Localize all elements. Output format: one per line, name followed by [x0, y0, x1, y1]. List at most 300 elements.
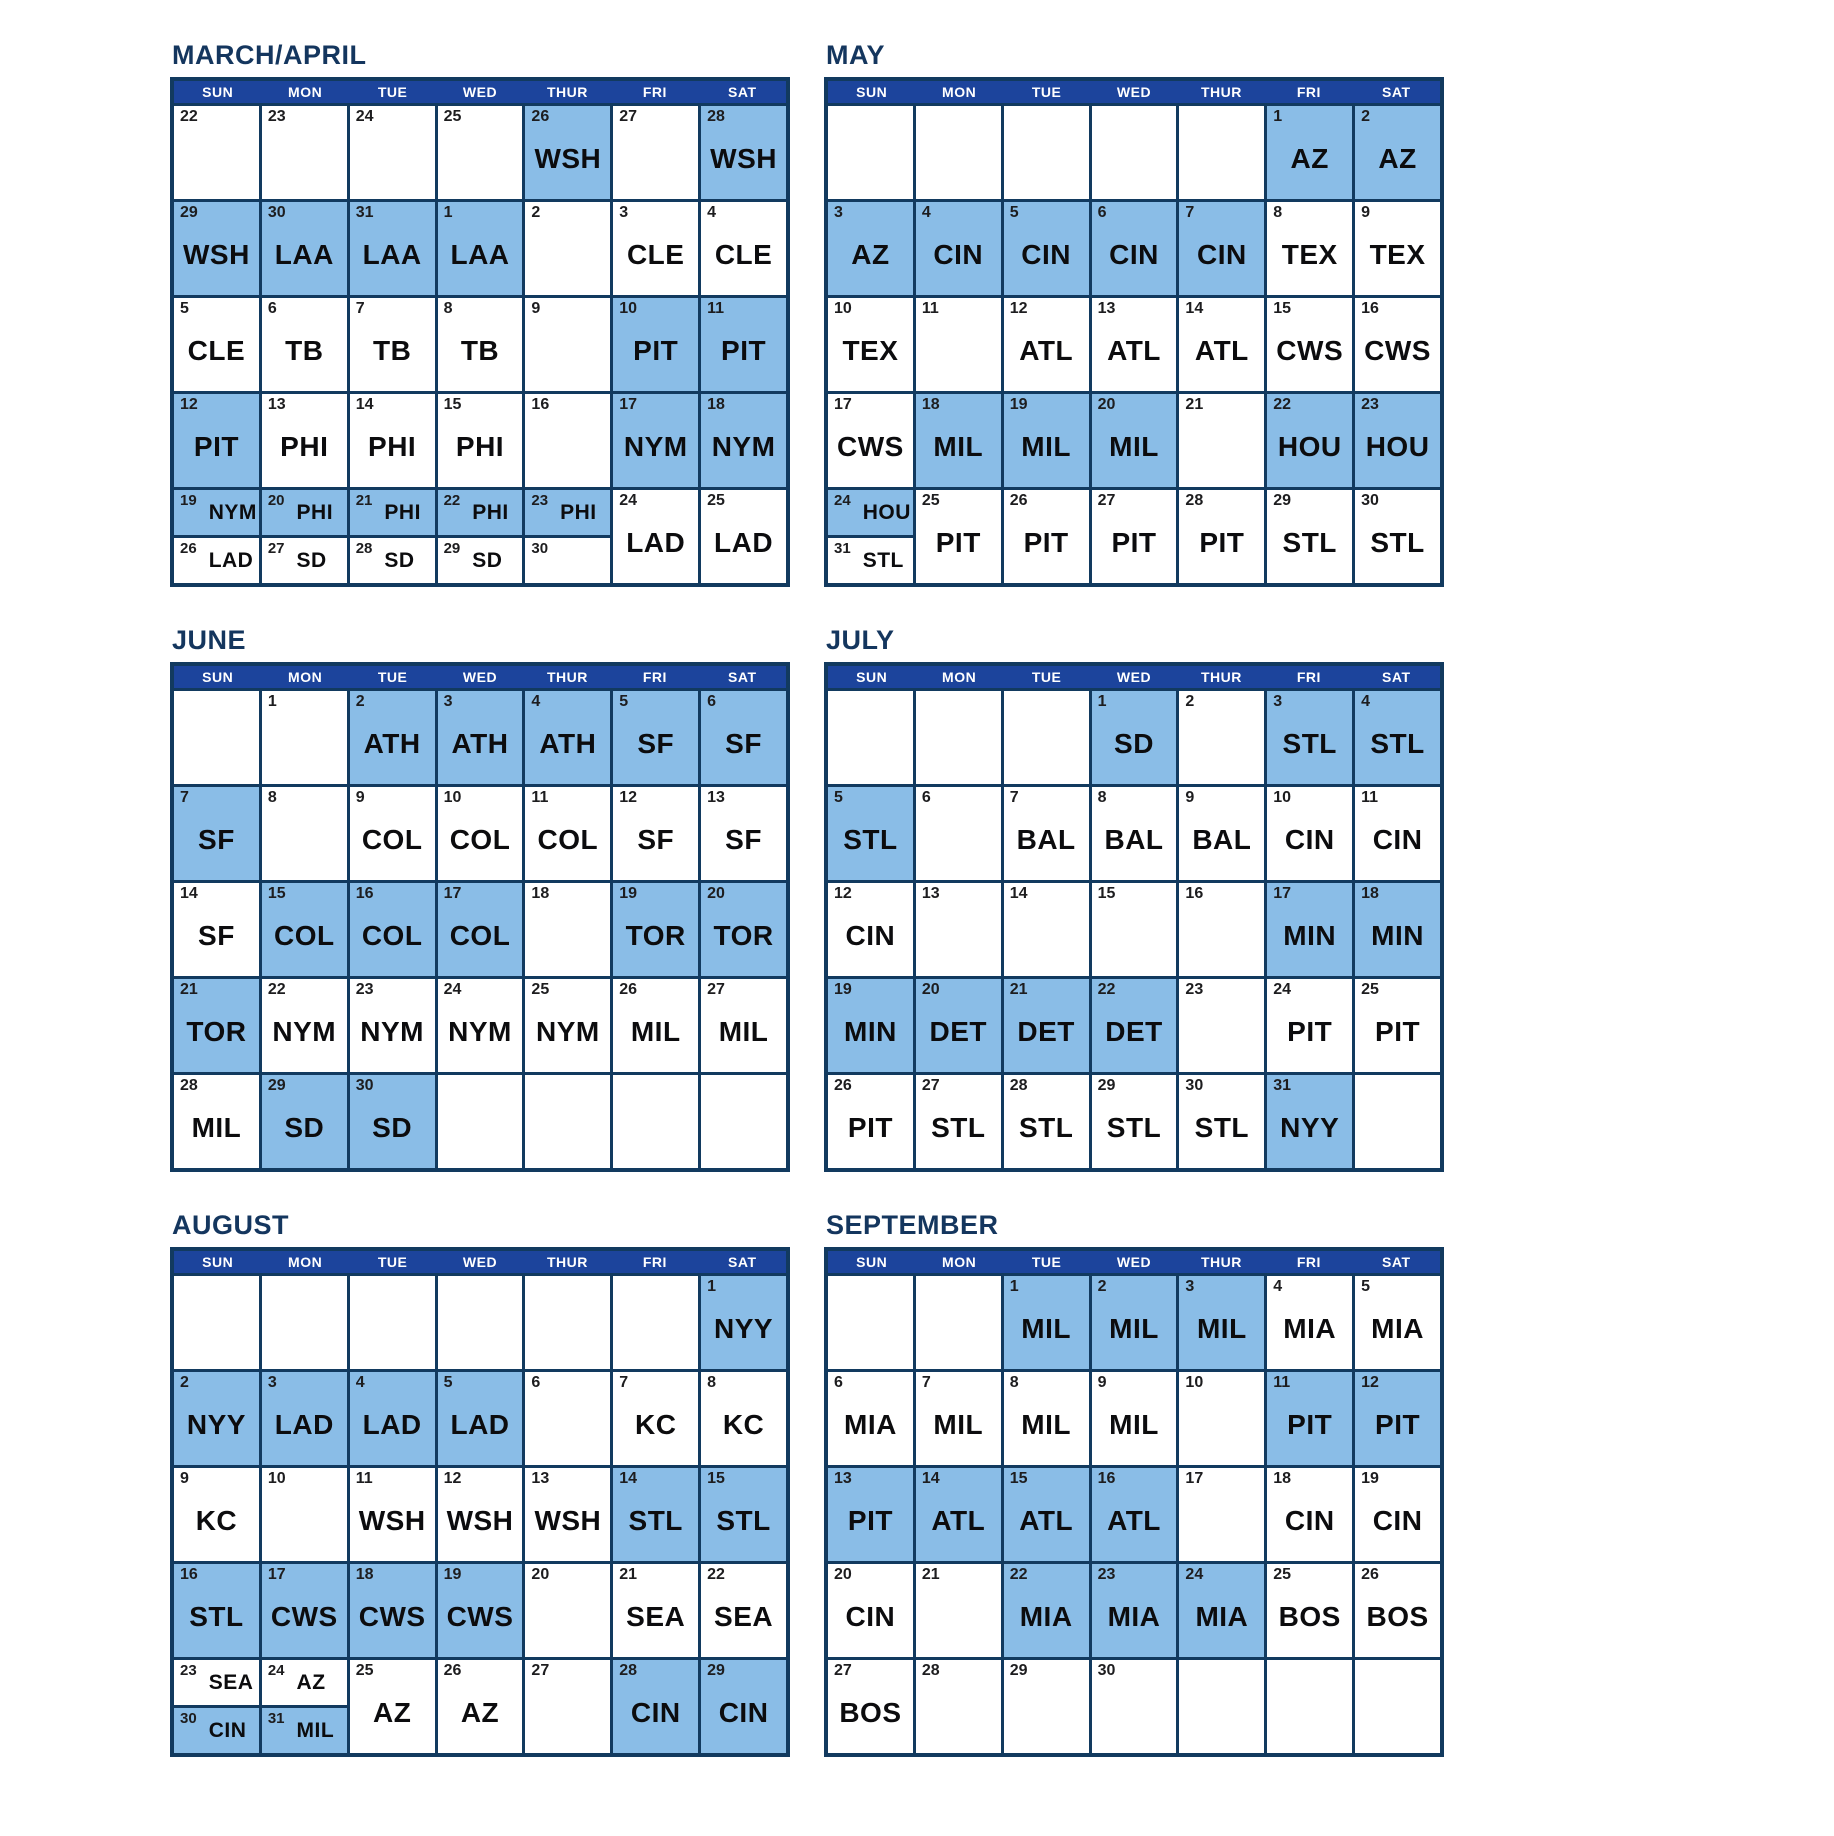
calendar-cell	[1267, 298, 1352, 391]
split-half-cell	[262, 1660, 347, 1705]
month-title: JULY	[826, 625, 895, 655]
day-number	[525, 1276, 610, 1296]
day-number: 29	[707, 1662, 725, 1679]
team-abbr: HOU	[1277, 430, 1342, 462]
weekday-label: TUE	[377, 84, 408, 100]
day-number: 14	[921, 1470, 940, 1487]
day-number: 8	[267, 789, 277, 806]
team-abbr: NYM	[272, 1015, 337, 1047]
calendar-cell	[828, 394, 913, 487]
team-abbr: TB	[372, 334, 412, 366]
weekday-header-row	[828, 1251, 1440, 1273]
calendar-cell	[916, 298, 1001, 391]
split-half-cell	[438, 490, 523, 535]
team-abbr: MIN	[844, 1015, 897, 1047]
weekday-label: WED	[1116, 669, 1152, 685]
calendar-cell	[1092, 490, 1177, 583]
day-number: 22	[1097, 981, 1116, 998]
day-number: 4	[1361, 693, 1371, 710]
team-abbr: MIA	[1283, 1312, 1337, 1344]
day-number: 25	[1273, 1566, 1292, 1583]
team-abbr: STL	[862, 549, 904, 572]
calendar-cell	[525, 1372, 610, 1465]
day-number: 20	[707, 885, 725, 902]
day-number: 26	[531, 108, 550, 125]
calendar-cell	[1179, 490, 1264, 583]
day-number: 11	[1273, 1374, 1291, 1391]
day-number: 11	[707, 300, 725, 317]
day-number: 18	[355, 1566, 374, 1583]
team-abbr: WSH	[183, 238, 250, 270]
calendar-cell	[1092, 1075, 1177, 1168]
team-abbr: ATH	[539, 727, 597, 759]
calendar-cell	[1267, 1660, 1352, 1753]
calendar-cell	[1267, 691, 1352, 784]
team-abbr: NYM	[623, 430, 688, 462]
team-abbr: CIN	[1021, 238, 1071, 270]
team-abbr: LAD	[362, 1408, 422, 1440]
weekday-label: WED	[1116, 84, 1152, 100]
team-abbr: TEX	[1281, 238, 1338, 270]
day-number: 8	[1009, 1374, 1019, 1391]
day-number: 28	[921, 1662, 940, 1679]
calendar-cell	[350, 1468, 435, 1561]
day-number: 10	[619, 300, 638, 317]
day-number: 12	[443, 1470, 462, 1487]
calendar-cell	[350, 1075, 435, 1168]
month-title: MARCH/APRIL	[172, 40, 367, 70]
calendar-cell	[828, 883, 913, 976]
day-number: 1	[1273, 108, 1283, 125]
team-abbr: TEX	[1369, 238, 1426, 270]
day-number	[350, 1276, 435, 1296]
day-number: 2	[1361, 108, 1371, 125]
day-number: 18	[531, 885, 550, 902]
calendar-cell	[438, 883, 523, 976]
team-abbr: HOU	[862, 501, 911, 524]
calendar-cell	[1092, 787, 1177, 880]
team-abbr	[350, 126, 435, 199]
day-number: 25	[355, 1662, 374, 1679]
day-number: 31	[267, 1710, 285, 1727]
calendar-cell	[1092, 202, 1177, 295]
calendar-cell	[613, 1564, 698, 1657]
season-schedule-calendar	[170, 42, 1444, 1757]
team-abbr: PHI	[280, 430, 329, 462]
day-number	[828, 1276, 913, 1296]
calendar-cell	[916, 1660, 1001, 1753]
day-number: 26	[619, 981, 638, 998]
team-abbr: TB	[285, 334, 324, 366]
day-number: 18	[1361, 885, 1379, 902]
split-half-cell	[174, 538, 259, 583]
weekday-label: SUN	[856, 1254, 888, 1270]
weekday-label: SAT	[728, 84, 757, 100]
team-abbr: PIT	[1287, 1015, 1333, 1047]
day-number: 26	[834, 1077, 852, 1094]
day-number: 2	[1097, 1278, 1107, 1295]
day-number: 20	[1097, 396, 1116, 413]
team-abbr: BOS	[1278, 1600, 1341, 1632]
calendar-cell	[1355, 787, 1440, 880]
team-abbr: SD	[296, 549, 327, 572]
day-number: 30	[1185, 1077, 1204, 1094]
day-number: 18	[707, 396, 725, 413]
day-number: 10	[834, 300, 852, 317]
calendar-cell	[1355, 979, 1440, 1072]
team-abbr: CIN	[718, 1696, 769, 1728]
calendar-cell	[174, 691, 259, 784]
day-number: 2	[355, 693, 365, 710]
calendar-cell	[1355, 1075, 1440, 1168]
calendar-cell	[350, 1372, 435, 1465]
day-number: 7	[921, 1374, 931, 1391]
team-abbr: ATL	[1107, 334, 1161, 366]
calendar-cell	[174, 883, 259, 976]
day-number: 11	[921, 300, 939, 317]
team-abbr	[525, 318, 610, 391]
day-number	[1355, 1660, 1440, 1680]
day-number: 12	[1009, 300, 1028, 317]
day-number: 1	[1097, 693, 1107, 710]
team-abbr: CIN	[1109, 238, 1159, 270]
team-abbr: LAD	[626, 526, 686, 558]
calendar-cell	[828, 1276, 913, 1369]
day-number	[916, 691, 1001, 711]
weekday-label: THUR	[546, 84, 588, 100]
team-abbr: STL	[1282, 727, 1337, 759]
day-number: 20	[531, 1566, 550, 1583]
day-number: 29	[267, 1077, 286, 1094]
calendar-cell	[438, 298, 523, 391]
calendar-cell	[1004, 202, 1089, 295]
weekday-label: TUE	[1031, 1254, 1062, 1270]
calendar-cell	[438, 1564, 523, 1657]
calendar-cell	[1355, 1564, 1440, 1657]
team-abbr: MIL	[1021, 430, 1071, 462]
calendar-cell	[262, 490, 347, 583]
day-number: 6	[1097, 204, 1107, 221]
team-abbr: CIN	[933, 238, 984, 270]
team-abbr: WSH	[358, 1504, 426, 1536]
team-abbr: MIA	[1195, 1600, 1249, 1632]
team-abbr	[525, 903, 610, 976]
team-abbr: CIN	[208, 1719, 247, 1742]
team-abbr: PHI	[560, 501, 597, 524]
calendar-cell	[350, 1660, 435, 1753]
day-number: 19	[443, 1566, 462, 1583]
day-number: 15	[267, 885, 286, 902]
team-abbr	[828, 711, 913, 784]
team-abbr: KC	[634, 1408, 677, 1440]
calendar-cell	[916, 787, 1001, 880]
team-abbr: MIL	[191, 1111, 242, 1143]
weekday-label: FRI	[1296, 84, 1321, 100]
calendar-cell	[1355, 106, 1440, 199]
day-number: 2	[180, 1374, 189, 1391]
day-number: 7	[619, 1374, 629, 1391]
team-abbr: COL	[361, 919, 423, 951]
team-abbr: STL	[189, 1600, 244, 1632]
day-number: 25	[707, 492, 725, 509]
calendar-cell	[1355, 883, 1440, 976]
day-number: 26	[443, 1662, 462, 1679]
calendar-cell	[1267, 1276, 1352, 1369]
day-number: 21	[921, 1566, 940, 1583]
team-abbr: ATL	[1194, 334, 1249, 366]
team-abbr	[1092, 903, 1177, 976]
day-number: 3	[619, 204, 629, 221]
team-abbr: TEX	[842, 334, 899, 366]
day-number: 23	[180, 1662, 197, 1679]
team-abbr: AZ	[1290, 142, 1329, 174]
team-abbr	[613, 126, 698, 199]
team-abbr	[174, 126, 259, 199]
team-abbr: SD	[372, 1111, 413, 1143]
calendar-cell	[1355, 691, 1440, 784]
calendar-cell	[1355, 298, 1440, 391]
day-number: 23	[355, 981, 374, 998]
team-abbr	[916, 807, 1001, 880]
calendar-cell	[1092, 883, 1177, 976]
day-number: 27	[834, 1662, 852, 1679]
day-number: 19	[180, 492, 197, 509]
day-number: 23	[267, 108, 286, 125]
team-abbr	[916, 1680, 1001, 1753]
team-abbr: CIN	[845, 1600, 896, 1632]
team-abbr: ATH	[363, 727, 421, 759]
calendar-cell	[828, 298, 913, 391]
month-cells	[174, 103, 786, 583]
calendar-cell	[613, 490, 698, 583]
calendar-cell	[701, 1564, 786, 1657]
calendar-cell	[1004, 490, 1089, 583]
day-number: 9	[355, 789, 365, 806]
day-number: 19	[1361, 1470, 1379, 1487]
day-number: 21	[619, 1566, 638, 1583]
calendar-cell	[174, 1075, 259, 1168]
split-half-cell	[350, 490, 435, 535]
calendar-cell	[828, 106, 913, 199]
calendar-cell	[828, 1372, 913, 1465]
day-number: 15	[1009, 1470, 1028, 1487]
calendar-cell	[1179, 394, 1264, 487]
weekday-label: FRI	[642, 84, 667, 100]
day-number: 13	[834, 1470, 852, 1487]
team-abbr: CLE	[187, 334, 246, 366]
day-number: 3	[1273, 693, 1283, 710]
team-abbr	[1004, 126, 1089, 199]
calendar-cell	[701, 490, 786, 583]
team-abbr: DET	[929, 1015, 988, 1047]
calendar-cell	[262, 1660, 347, 1753]
calendar-cell	[1267, 202, 1352, 295]
calendar-cell	[1267, 1075, 1352, 1168]
calendar-cell	[916, 1075, 1001, 1168]
team-abbr: NYM	[208, 501, 257, 524]
month-grid	[824, 662, 1444, 1172]
team-abbr: KC	[195, 1504, 238, 1536]
day-number: 10	[1273, 789, 1292, 806]
calendar-cell	[525, 1564, 610, 1657]
team-abbr	[701, 1095, 786, 1168]
day-number: 22	[443, 492, 461, 509]
team-abbr: COL	[449, 919, 511, 951]
day-number: 16	[1185, 885, 1204, 902]
day-number: 8	[707, 1374, 717, 1391]
team-abbr: LAA	[274, 238, 334, 270]
team-abbr: ATL	[1107, 1504, 1161, 1536]
calendar-cell	[262, 1276, 347, 1369]
day-number: 14	[619, 1470, 638, 1487]
calendar-cell	[1004, 691, 1089, 784]
weekday-label: FRI	[1296, 1254, 1321, 1270]
team-abbr: PHI	[472, 501, 509, 524]
day-number: 27	[267, 540, 285, 557]
calendar-cell	[1179, 298, 1264, 391]
team-abbr	[1267, 1680, 1352, 1753]
split-half-cell	[350, 538, 435, 583]
team-abbr: PIT	[1023, 526, 1069, 558]
team-abbr: MIL	[1109, 1408, 1159, 1440]
weekday-label: TUE	[377, 669, 408, 685]
calendar-cell	[174, 979, 259, 1072]
day-number: 16	[180, 1566, 198, 1583]
calendar-cell	[350, 202, 435, 295]
calendar-cell	[174, 106, 259, 199]
day-number	[613, 1276, 698, 1296]
weekday-label: MON	[942, 1254, 977, 1270]
day-number: 12	[834, 885, 852, 902]
calendar-cell	[916, 1468, 1001, 1561]
weekday-header-row	[174, 1251, 786, 1273]
calendar-cell	[613, 1372, 698, 1465]
calendar-cell	[916, 1276, 1001, 1369]
day-number	[174, 691, 259, 711]
calendar-cell	[1004, 1075, 1089, 1168]
day-number: 30	[267, 204, 286, 221]
day-number	[1092, 106, 1177, 126]
day-number: 24	[1273, 981, 1292, 998]
calendar-cell	[1092, 1276, 1177, 1369]
day-number: 30	[1361, 492, 1379, 509]
calendar-cell	[613, 691, 698, 784]
day-number: 10	[443, 789, 462, 806]
team-abbr: CIN	[1196, 238, 1247, 270]
day-number: 28	[619, 1662, 638, 1679]
day-number: 6	[921, 789, 931, 806]
day-number	[174, 1276, 259, 1296]
team-abbr: TOR	[186, 1015, 247, 1047]
month-grid	[170, 662, 790, 1172]
calendar-cell	[525, 1468, 610, 1561]
day-number: 1	[443, 204, 453, 221]
calendar-cell	[701, 883, 786, 976]
team-abbr: LAA	[450, 238, 510, 270]
day-number: 27	[619, 108, 638, 125]
day-number: 16	[1097, 1470, 1116, 1487]
split-half-cell	[174, 1708, 259, 1753]
calendar-cell	[701, 1075, 786, 1168]
split-half-cell	[828, 490, 913, 535]
calendar-cell	[262, 1075, 347, 1168]
calendar-cell	[828, 1075, 913, 1168]
day-number: 22	[267, 981, 286, 998]
calendar-cell	[613, 1075, 698, 1168]
calendar-cell	[613, 787, 698, 880]
month-title: SEPTEMBER	[826, 1210, 999, 1240]
calendar-cell	[916, 883, 1001, 976]
calendar-cell	[1004, 979, 1089, 1072]
team-abbr	[613, 1095, 698, 1168]
calendar-cell	[1092, 394, 1177, 487]
day-number: 28	[355, 540, 373, 557]
team-abbr: SF	[637, 823, 675, 855]
team-abbr: NYY	[186, 1408, 246, 1440]
team-abbr: STL	[843, 823, 898, 855]
team-abbr: PIT	[1199, 526, 1245, 558]
day-number: 25	[531, 981, 550, 998]
day-number: 5	[443, 1374, 453, 1391]
team-abbr: SF	[198, 919, 235, 951]
team-abbr: SF	[637, 727, 675, 759]
calendar-cell	[262, 1372, 347, 1465]
team-abbr	[174, 1296, 259, 1369]
day-number: 14	[180, 885, 198, 902]
day-number: 8	[1273, 204, 1283, 221]
calendar-cell	[262, 691, 347, 784]
calendar-cell	[438, 1468, 523, 1561]
team-abbr	[828, 1296, 913, 1369]
calendar-cell	[174, 1468, 259, 1561]
month-cells	[828, 103, 1440, 583]
team-abbr	[525, 1584, 610, 1657]
team-abbr	[1179, 1488, 1264, 1561]
calendar-cell	[1092, 1660, 1177, 1753]
team-abbr	[916, 1296, 1001, 1369]
day-number: 20	[834, 1566, 852, 1583]
calendar-cell	[701, 394, 786, 487]
team-abbr: COL	[361, 823, 423, 855]
team-abbr	[525, 1680, 610, 1753]
calendar-cell	[916, 490, 1001, 583]
day-number	[438, 1276, 523, 1296]
team-abbr: COL	[537, 823, 599, 855]
day-number: 16	[531, 396, 550, 413]
calendar-cell	[613, 298, 698, 391]
team-abbr: MIL	[296, 1719, 335, 1742]
weekday-header-row	[174, 666, 786, 688]
calendar-cell	[1179, 979, 1264, 1072]
calendar-cell	[701, 106, 786, 199]
day-number: 29	[1273, 492, 1292, 509]
day-number	[916, 1276, 1001, 1296]
day-number	[701, 1075, 786, 1095]
team-abbr: SD	[1114, 727, 1154, 759]
split-half-cell	[262, 1708, 347, 1753]
calendar-cell	[1004, 298, 1089, 391]
team-abbr	[1179, 1392, 1264, 1465]
day-number: 24	[443, 981, 462, 998]
day-number: 3	[267, 1374, 277, 1391]
calendar-cell	[174, 1564, 259, 1657]
team-abbr	[174, 711, 259, 784]
calendar-cell	[174, 787, 259, 880]
day-number: 3	[834, 204, 843, 221]
team-abbr: MIL	[1196, 1312, 1247, 1344]
team-abbr: PIT	[935, 526, 981, 558]
month-may	[824, 42, 1444, 587]
